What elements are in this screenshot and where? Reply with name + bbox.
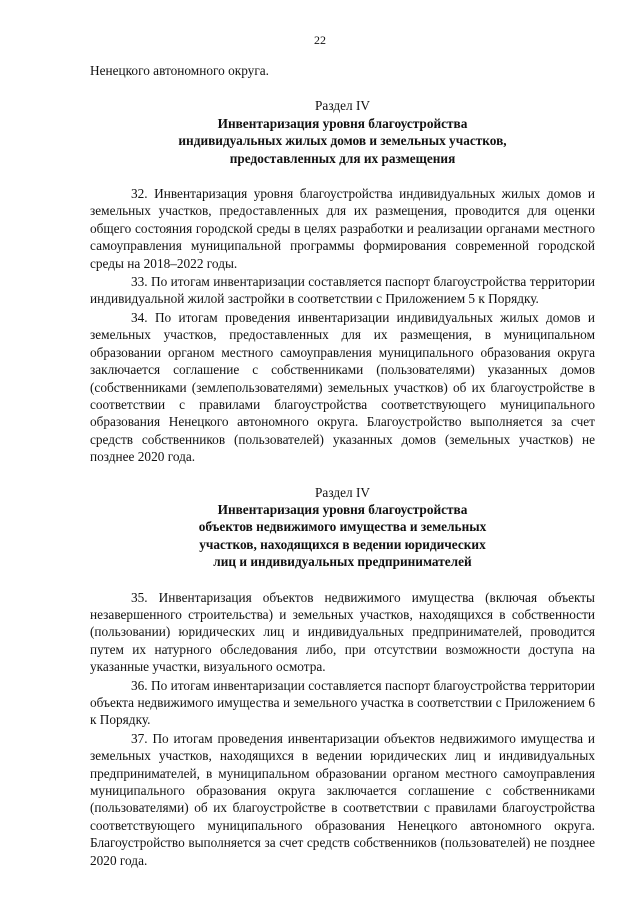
- page-content: [90, 58, 595, 869]
- section-1-title-line: Инвентаризация уровня благоустройства: [217, 115, 468, 131]
- section-1-label: Раздел IV: [315, 98, 370, 114]
- lead-text: Ненецкого автономного округа.: [90, 63, 269, 78]
- paragraph-34: 34. По итогам проведения инвентаризации индивидуальных жилых домов и земельных участков, предоставленных для их размещения, в муниципальном образовании органом местного самоуправления муниципального образования округа заключается соглашение с собственниками (пользователями) указанных домов (собственниками (землепользователями) земельных участков) об их благоустройстве в соответствии с правилами благоустройства соответствующего муниципального образования Ненецкого автономного округа. Благоустройство выполняется за счет средств собственников (пользователей) указанных домов (земельных участков) не позднее 2020 года.: [90, 309, 595, 465]
- paragraph-37: 37. По итогам проведения инвентаризации объектов недвижимого имущества и земельных участков, находящихся в ведении юридических лиц и индивидуальных предпринимателей, в муниципальном образовании органом местного самоуправления муниципального образования округа заключается соглашение с собственниками (пользователями) об их благоустройстве в соответствии с правилами благоустройства соответствующего муниципального образования Ненецкого автономного округа. Благоустройство выполняется за счет средств собственников (пользователей) не позднее 2020 года.: [90, 730, 595, 868]
- section-2-title-line: Инвентаризация уровня благоустройства: [217, 501, 468, 517]
- paragraph-33: 33. По итогам инвентаризации составляется паспорт благоустройства территории индивидуальной жилой застройки в соответствии с Приложением 5 к Порядку.: [90, 274, 595, 307]
- page-number: 22: [314, 33, 326, 47]
- paragraph-36: 36. По итогам инвентаризации составляется паспорт благоустройства территории объекта недвижимого имущества и земельного участка в соответствии с Приложением 6 к Порядку.: [90, 677, 595, 728]
- section-2-title-line: лиц и индивидуальных предпринимателей: [213, 554, 472, 570]
- section-2-title-line: объектов недвижимого имущества и земельных: [198, 519, 487, 535]
- paragraph-32: 32. Инвентаризация уровня благоустройства индивидуальных жилых домов и земельных участков, предоставленных для их размещения, проводится для оценки общего состояния городской среды в целях разработки и реализации органами местного самоуправления муниципальной программы формирования современной городской среды на 2018–2022 годы.: [90, 186, 595, 271]
- section-1-title-line: предоставленных для их размещения: [229, 150, 456, 166]
- section-2-label: Раздел IV: [315, 484, 370, 500]
- section-1-title-line: индивидуальных жилых домов и земельных участков,: [178, 133, 507, 149]
- section-2-title-line: участков, находящихся в ведении юридических: [199, 536, 486, 552]
- paragraph-35: 35. Инвентаризация объектов недвижимого имущества (включая объекты незавершенного строительства) и земельных участков, находящихся в собственности (пользовании) юридических лиц и индивидуальных предпринимателей, проводится путем их натурного обследования либо, при отсутствии возможности доступа на указанные участки, визуального осмотра.: [90, 589, 595, 675]
